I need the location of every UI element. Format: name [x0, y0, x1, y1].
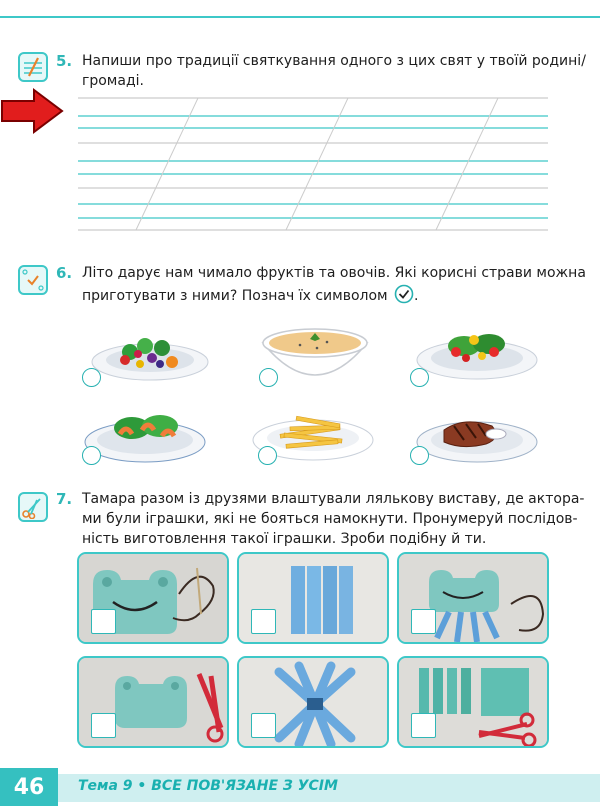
dish-checkbox-3[interactable] [410, 368, 429, 387]
dish-checkbox-2[interactable] [259, 368, 278, 387]
step-photo-sewing-face [77, 552, 229, 644]
scissors-task-icon [18, 492, 48, 522]
task6-number: 6. [56, 264, 73, 282]
step-checkbox-4[interactable] [91, 713, 116, 738]
page-footer [0, 768, 600, 806]
top-rule [0, 0, 600, 18]
dish-checkbox-4[interactable] [82, 446, 101, 465]
task5-line1: Напиши про традиції святкування одного з цих свят у твоїй родині/ [82, 53, 586, 69]
step-photo-sponge-slices [397, 656, 549, 748]
task7-number: 7. [56, 490, 73, 508]
pencil-icon [18, 52, 48, 82]
topic-title: Тема 9 • ВСЕ ПОВ'ЯЗАНЕ З УСІМ [78, 778, 338, 794]
steak-image [414, 400, 540, 466]
step-checkbox-6[interactable] [411, 713, 436, 738]
dish-checkbox-1[interactable] [82, 368, 101, 387]
checkmark-task-icon [18, 265, 48, 295]
task6-line2-end: . [414, 288, 419, 304]
task7-line2: ми були іграшки, які не бояться намокнути. Пронумеруй послідов- [82, 511, 578, 527]
step-photo-cut-head [77, 656, 229, 748]
step-checkbox-1[interactable] [91, 609, 116, 634]
vegetable-salad-image [414, 316, 540, 382]
task7-line1: Тамара разом із друзями влаштували лялькову виставу, де актора- [82, 491, 585, 507]
step-photo-frog-legs [397, 552, 549, 644]
dish-checkbox-6[interactable] [410, 446, 429, 465]
fruit-salad-image [90, 318, 210, 382]
red-arrow-icon [0, 88, 64, 134]
step-photo-sponge-strips [237, 552, 389, 644]
task5-line2: громаді. [82, 73, 144, 89]
task5-number: 5. [56, 52, 73, 70]
dish-checkbox-5[interactable] [258, 446, 277, 465]
page-number: 46 [0, 768, 58, 806]
task6-line1: Літо дарує нам чимало фруктів та овочів. Які корисні страви можна [82, 265, 586, 281]
writing-lines[interactable] [78, 92, 548, 232]
task7-line3: ність виготовлення такої іграшки. Зроби подібну й ти. [82, 531, 487, 547]
check-circle-icon [394, 284, 414, 304]
task6-line2-wrap [82, 284, 419, 307]
task6-line2: приготувати з ними? Познач їх символом [82, 288, 388, 304]
step-checkbox-5[interactable] [251, 713, 276, 738]
step-checkbox-3[interactable] [411, 609, 436, 634]
step-photo-bundled-strips [237, 656, 389, 748]
step-checkbox-2[interactable] [251, 609, 276, 634]
